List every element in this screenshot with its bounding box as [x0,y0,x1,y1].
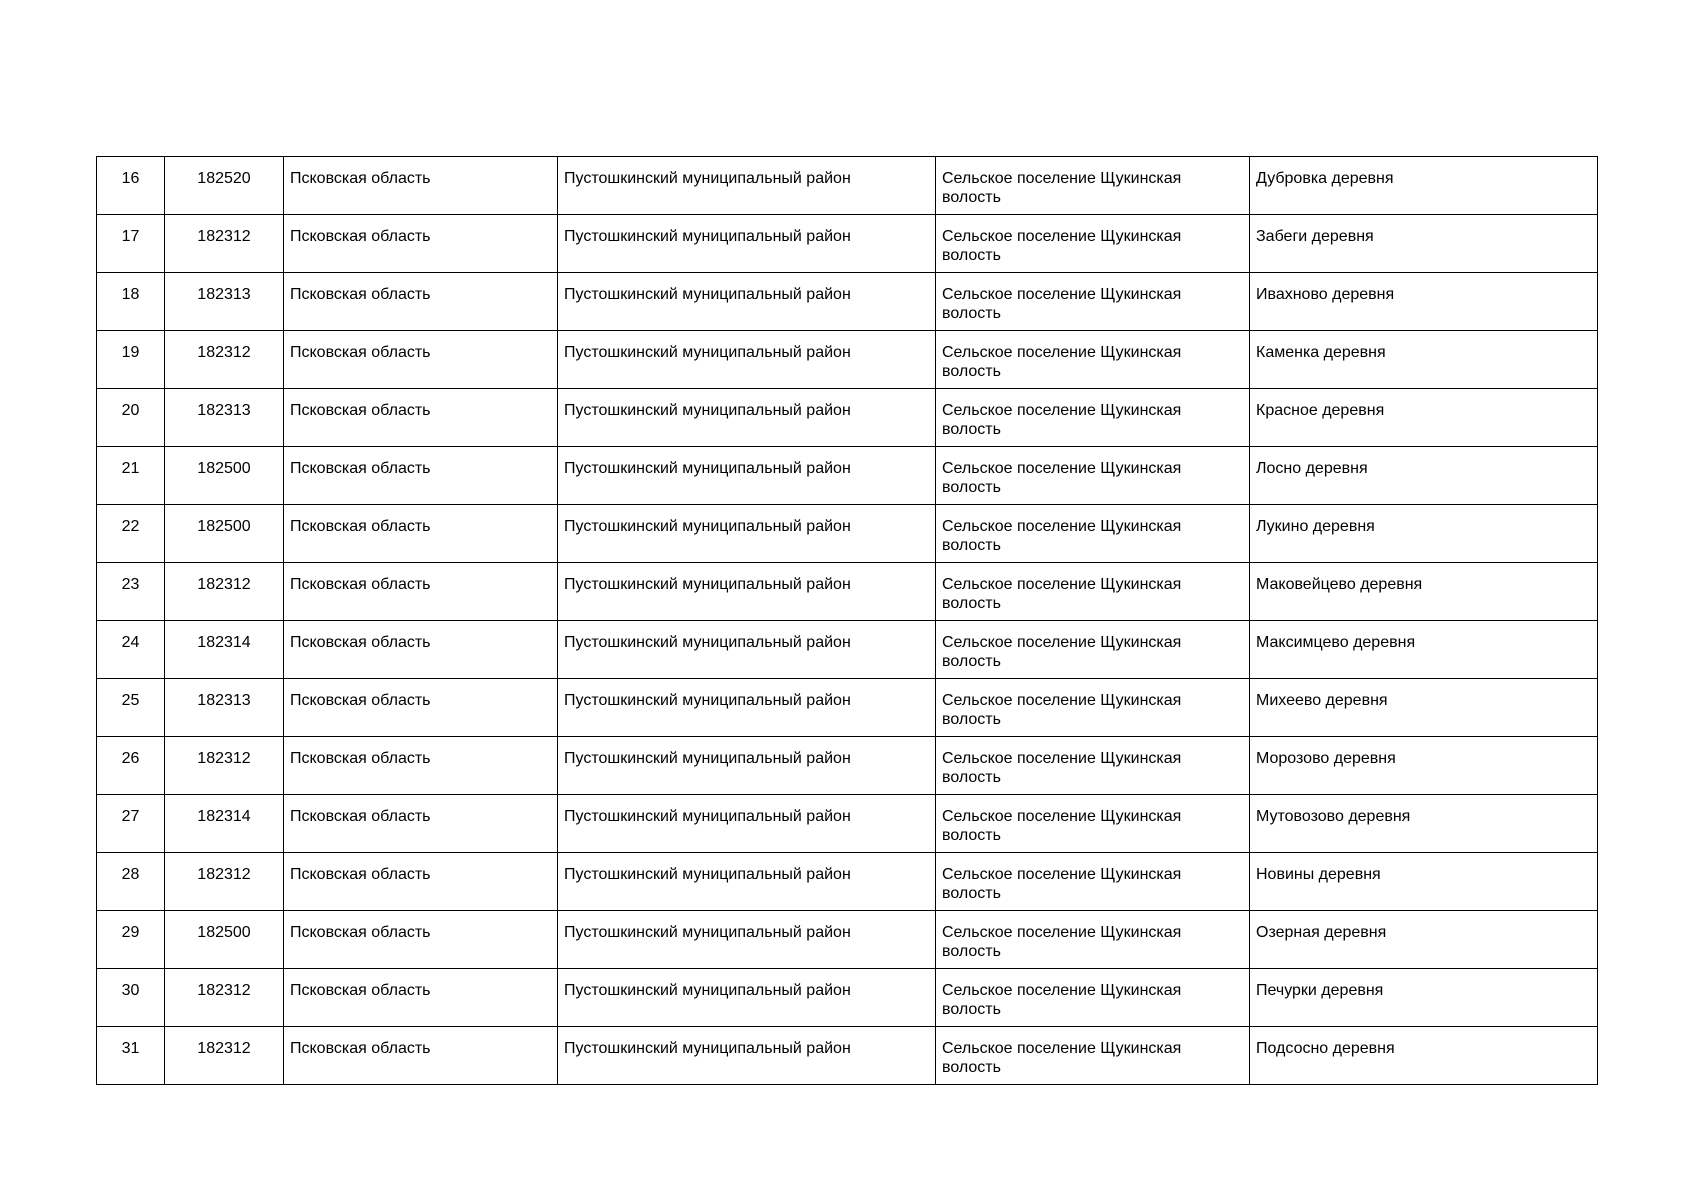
region-cell: Псковская область [284,679,558,737]
locality-cell: Подсосно деревня [1250,1027,1598,1085]
district-cell: Пустошкинский муниципальный район [558,447,936,505]
postal-index-cell: 182312 [165,331,284,389]
settlement-cell: Сельское поселение Щукинская волость [936,215,1250,273]
district-cell: Пустошкинский муниципальный район [558,621,936,679]
locality-cell: Печурки деревня [1250,969,1598,1027]
table-body [97,157,1598,1085]
postal-index-cell: 182313 [165,679,284,737]
table-row [97,853,1598,911]
district-cell: Пустошкинский муниципальный район [558,389,936,447]
postal-index-cell: 182314 [165,795,284,853]
postal-index-cell: 182500 [165,447,284,505]
region-cell: Псковская область [284,447,558,505]
settlement-cell: Сельское поселение Щукинская волость [936,273,1250,331]
row-number-cell: 28 [97,853,165,911]
postal-index-cell: 182313 [165,273,284,331]
row-number-cell: 21 [97,447,165,505]
table-row [97,563,1598,621]
postal-index-cell: 182312 [165,853,284,911]
table-row [97,447,1598,505]
region-cell: Псковская область [284,621,558,679]
table-row [97,505,1598,563]
locality-cell: Новины деревня [1250,853,1598,911]
postal-index-cell: 182313 [165,389,284,447]
locality-cell: Озерная деревня [1250,911,1598,969]
postal-index-cell: 182312 [165,563,284,621]
row-number-cell: 25 [97,679,165,737]
settlement-cell: Сельское поселение Щукинская волость [936,389,1250,447]
table-row [97,969,1598,1027]
district-cell: Пустошкинский муниципальный район [558,969,936,1027]
settlement-cell: Сельское поселение Щукинская волость [936,911,1250,969]
region-cell: Псковская область [284,273,558,331]
settlement-cell: Сельское поселение Щукинская волость [936,331,1250,389]
district-cell: Пустошкинский муниципальный район [558,1027,936,1085]
settlement-cell: Сельское поселение Щукинская волость [936,737,1250,795]
table-row [97,621,1598,679]
settlement-cell: Сельское поселение Щукинская волость [936,679,1250,737]
postal-index-cell: 182312 [165,737,284,795]
district-cell: Пустошкинский муниципальный район [558,679,936,737]
settlement-cell: Сельское поселение Щукинская волость [936,1027,1250,1085]
row-number-cell: 17 [97,215,165,273]
row-number-cell: 27 [97,795,165,853]
locality-cell: Дубровка деревня [1250,157,1598,215]
region-cell: Псковская область [284,969,558,1027]
row-number-cell: 20 [97,389,165,447]
postal-index-cell: 182314 [165,621,284,679]
table-row [97,1027,1598,1085]
row-number-cell: 26 [97,737,165,795]
postal-index-cell: 182312 [165,215,284,273]
row-number-cell: 19 [97,331,165,389]
row-number-cell: 29 [97,911,165,969]
settlement-cell: Сельское поселение Щукинская волость [936,505,1250,563]
table-row [97,215,1598,273]
district-cell: Пустошкинский муниципальный район [558,505,936,563]
postal-index-cell: 182312 [165,969,284,1027]
table-row [97,737,1598,795]
settlement-cell: Сельское поселение Щукинская волость [936,969,1250,1027]
table-row [97,911,1598,969]
locality-cell: Мутовозово деревня [1250,795,1598,853]
row-number-cell: 22 [97,505,165,563]
settlement-cell: Сельское поселение Щукинская волость [936,621,1250,679]
row-number-cell: 30 [97,969,165,1027]
region-cell: Псковская область [284,157,558,215]
region-cell: Псковская область [284,563,558,621]
locality-cell: Морозово деревня [1250,737,1598,795]
settlements-table [96,156,1598,1085]
row-number-cell: 31 [97,1027,165,1085]
district-cell: Пустошкинский муниципальный район [558,795,936,853]
postal-index-cell: 182520 [165,157,284,215]
locality-cell: Лосно деревня [1250,447,1598,505]
locality-cell: Забеги деревня [1250,215,1598,273]
postal-index-cell: 182500 [165,505,284,563]
district-cell: Пустошкинский муниципальный район [558,331,936,389]
district-cell: Пустошкинский муниципальный район [558,911,936,969]
district-cell: Пустошкинский муниципальный район [558,853,936,911]
table-row [97,331,1598,389]
locality-cell: Маковейцево деревня [1250,563,1598,621]
region-cell: Псковская область [284,389,558,447]
row-number-cell: 18 [97,273,165,331]
locality-cell: Красное деревня [1250,389,1598,447]
row-number-cell: 23 [97,563,165,621]
settlement-cell: Сельское поселение Щукинская волость [936,795,1250,853]
district-cell: Пустошкинский муниципальный район [558,737,936,795]
region-cell: Псковская область [284,215,558,273]
settlement-cell: Сельское поселение Щукинская волость [936,563,1250,621]
region-cell: Псковская область [284,331,558,389]
locality-cell: Ивахново деревня [1250,273,1598,331]
table-row [97,679,1598,737]
locality-cell: Михеево деревня [1250,679,1598,737]
region-cell: Псковская область [284,795,558,853]
region-cell: Псковская область [284,505,558,563]
region-cell: Псковская область [284,737,558,795]
district-cell: Пустошкинский муниципальный район [558,215,936,273]
region-cell: Псковская область [284,1027,558,1085]
district-cell: Пустошкинский муниципальный район [558,563,936,621]
row-number-cell: 16 [97,157,165,215]
region-cell: Псковская область [284,911,558,969]
district-cell: Пустошкинский муниципальный район [558,273,936,331]
table-row [97,389,1598,447]
settlement-cell: Сельское поселение Щукинская волость [936,853,1250,911]
table-row [97,795,1598,853]
region-cell: Псковская область [284,853,558,911]
table-row [97,157,1598,215]
locality-cell: Максимцево деревня [1250,621,1598,679]
locality-cell: Каменка деревня [1250,331,1598,389]
postal-index-cell: 182500 [165,911,284,969]
settlement-cell: Сельское поселение Щукинская волость [936,447,1250,505]
settlement-cell: Сельское поселение Щукинская волость [936,157,1250,215]
row-number-cell: 24 [97,621,165,679]
district-cell: Пустошкинский муниципальный район [558,157,936,215]
locality-cell: Лукино деревня [1250,505,1598,563]
postal-index-cell: 182312 [165,1027,284,1085]
table-row [97,273,1598,331]
